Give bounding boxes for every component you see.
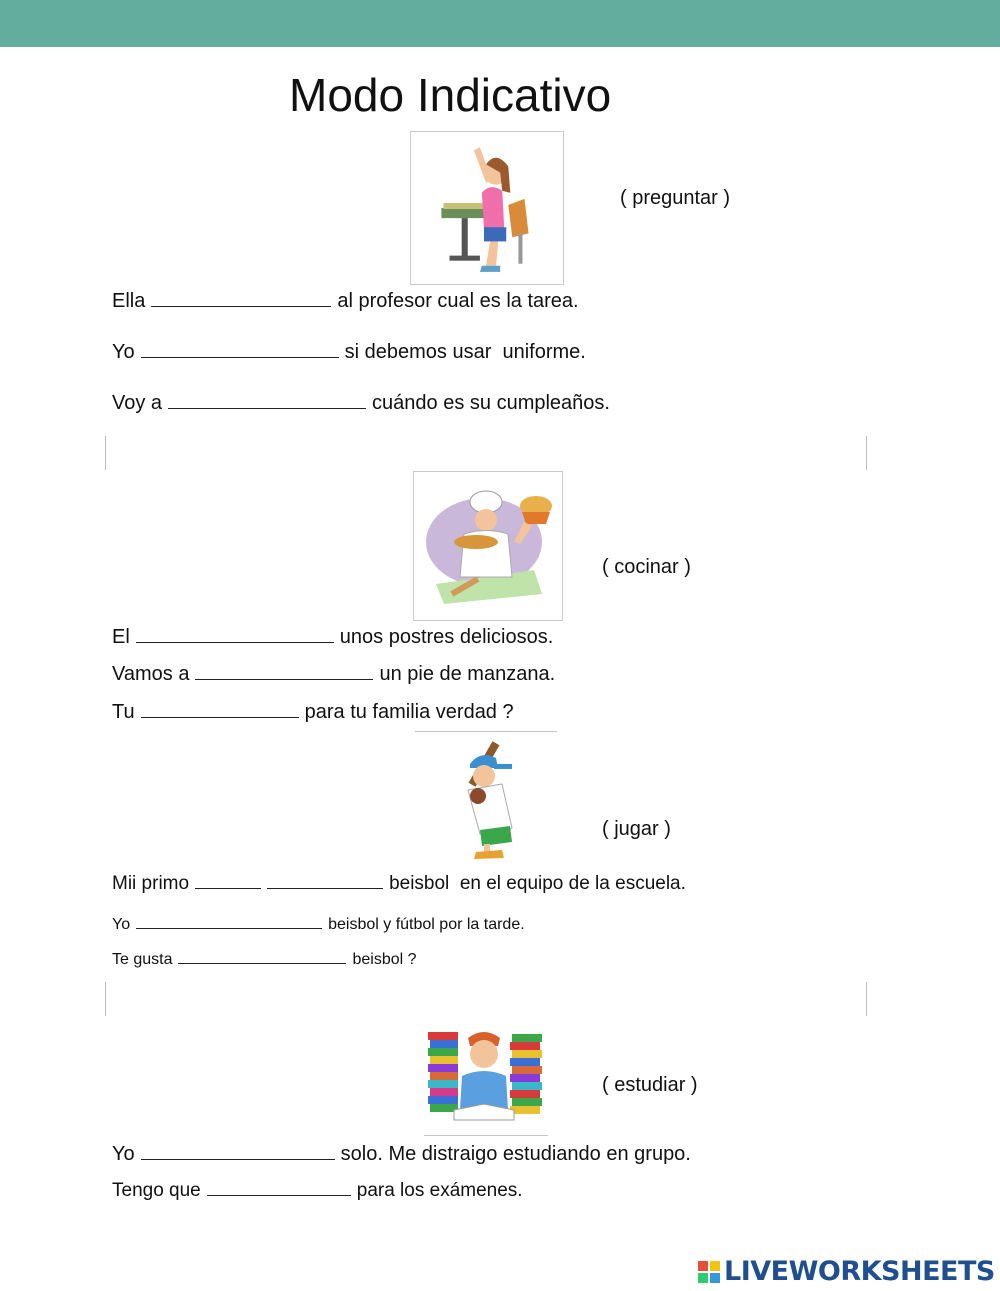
answer-blank[interactable]	[151, 305, 331, 307]
answer-blank[interactable]	[136, 641, 334, 643]
brand-name: LIVEWORKSHEETS	[724, 1256, 995, 1287]
header-bar	[0, 0, 1000, 47]
baseball-player-picture	[440, 738, 540, 862]
girl-raising-hand-picture	[410, 131, 564, 285]
answer-blank[interactable]	[207, 1194, 351, 1196]
sentence-text: un pie de manzana.	[379, 663, 556, 685]
sentence-text: El	[112, 626, 130, 648]
sentence-4-2	[112, 1180, 523, 1202]
sentence-text: Yo	[112, 341, 135, 363]
sentence-text: Te gusta	[112, 951, 173, 968]
divider-left	[105, 982, 106, 1016]
liveworksheets-logo	[698, 1256, 995, 1287]
sentence-2-3	[112, 701, 514, 724]
verb-hint-jugar: ( jugar )	[602, 818, 671, 840]
picture-top-edge	[415, 731, 557, 732]
girl-raising-hand-icon	[411, 132, 563, 284]
sentence-text: solo. Me distraigo estudiando en grupo.	[340, 1143, 691, 1165]
sentence-text: Yo	[112, 916, 131, 933]
divider-right	[866, 982, 867, 1016]
sentence-text: unos postres deliciosos.	[339, 626, 554, 648]
chef-icon	[414, 472, 562, 620]
sentence-text: Yo	[112, 1143, 135, 1165]
sentence-4-1	[112, 1143, 691, 1166]
page-title: Modo Indicativo	[289, 69, 612, 121]
answer-blank[interactable]	[141, 1158, 335, 1160]
sentence-text: Voy a	[112, 392, 163, 414]
sentence-text: Ella	[112, 290, 146, 312]
answer-blank[interactable]	[136, 927, 322, 929]
sentence-text: al profesor cual es la tarea.	[337, 290, 579, 312]
picture-bottom-edge	[424, 1135, 548, 1136]
verb-hint-cocinar: ( cocinar )	[602, 556, 691, 578]
sentence-text: beisbol en el equipo de la escuela.	[389, 873, 686, 894]
answer-blank[interactable]	[141, 716, 299, 718]
answer-blank[interactable]	[141, 356, 339, 358]
sentence-text: para los exámenes.	[356, 1180, 523, 1201]
sentence-3-1	[112, 873, 686, 895]
divider-right	[866, 436, 867, 470]
answer-blank[interactable]	[178, 962, 346, 964]
sentence-1-2	[112, 341, 586, 364]
answer-blank[interactable]	[195, 887, 261, 889]
verb-hint-preguntar: ( preguntar )	[620, 187, 731, 209]
sentence-text: beisbol ?	[352, 951, 417, 968]
answer-blank[interactable]	[267, 887, 383, 889]
sentence-1-3	[112, 392, 610, 415]
answer-blank[interactable]	[168, 407, 366, 409]
sentence-1-1	[112, 290, 579, 313]
divider-left	[105, 436, 106, 470]
sentence-text: Vamos a	[112, 663, 190, 685]
sentence-text: beisbol y fútbol por la tarde.	[328, 916, 525, 933]
chef-picture	[413, 471, 563, 621]
sentence-text: si debemos usar uniforme.	[344, 341, 586, 363]
baseball-player-icon	[440, 738, 540, 862]
sentence-2-1	[112, 626, 553, 649]
verb-hint-estudiar: ( estudiar )	[602, 1074, 698, 1096]
logo-squares-icon	[698, 1261, 720, 1283]
sentence-text: Tu	[112, 701, 135, 723]
sentence-text: para tu familia verdad ?	[304, 701, 514, 723]
answer-blank[interactable]	[195, 678, 373, 680]
sentence-text: Mii primo	[112, 873, 190, 894]
student-books-icon	[424, 1024, 546, 1126]
sentence-text: Tengo que	[112, 1180, 201, 1201]
sentence-text: cuándo es su cumpleaños.	[372, 392, 610, 414]
sentence-3-3	[112, 951, 417, 969]
sentence-2-2	[112, 663, 555, 686]
sentence-3-2	[112, 916, 525, 934]
student-books-picture	[424, 1024, 546, 1126]
